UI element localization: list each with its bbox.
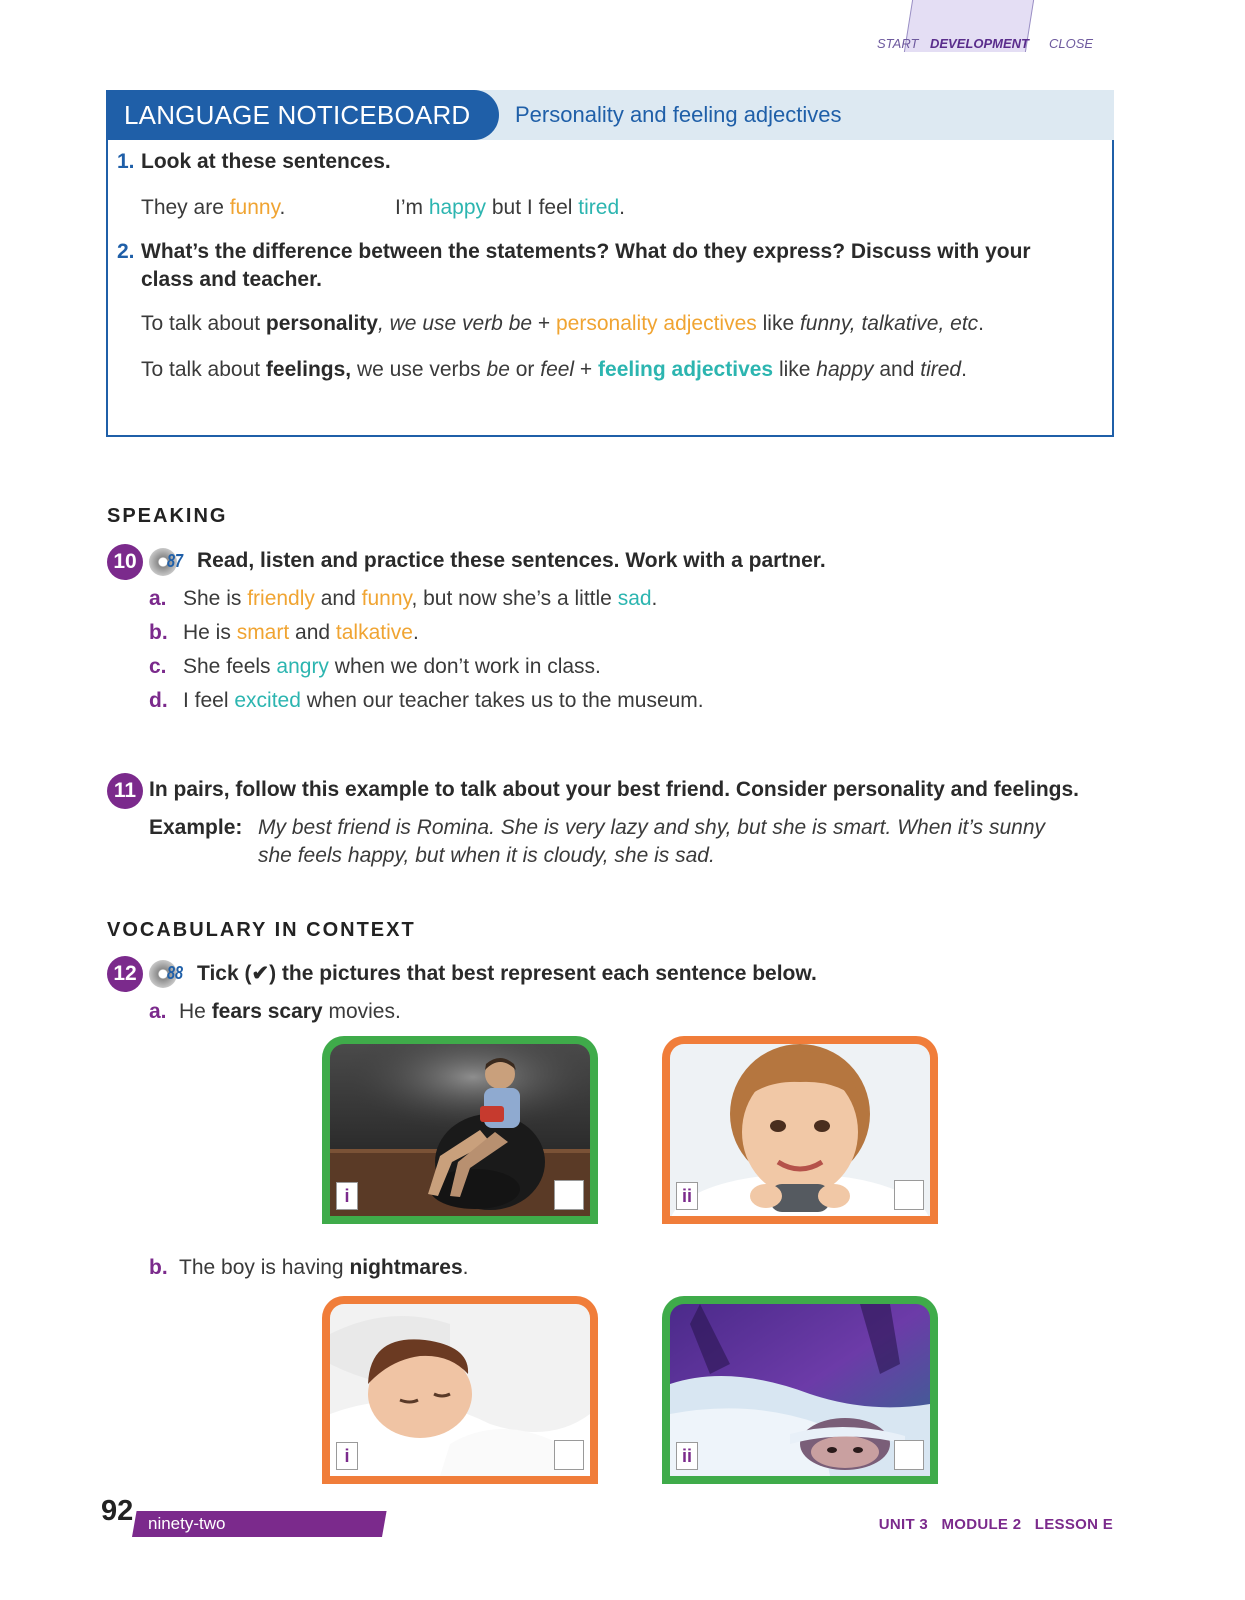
text-span: . xyxy=(978,312,985,335)
feeling-adjectives-term: feeling adjectives xyxy=(598,358,774,381)
noticeboard-subtitle: Personality and feeling adjectives xyxy=(515,102,842,127)
item-letter: a. xyxy=(149,587,167,610)
noticeboard-title: LANGUAGE NOTICEBOARD xyxy=(106,90,499,140)
example-words: funny, talkative, etc xyxy=(799,312,979,335)
stage-close: CLOSE xyxy=(1049,36,1094,51)
picture-card-a-ii xyxy=(662,1036,938,1224)
text-span: but I feel xyxy=(486,196,579,219)
item-letter: c. xyxy=(149,655,167,678)
picture-label: i xyxy=(336,1442,358,1470)
keyword: feelings, xyxy=(265,358,352,381)
verb: feel xyxy=(540,358,575,381)
question-text-line-2: class and teacher. xyxy=(141,268,322,291)
example-word: happy xyxy=(816,358,874,381)
text-span: To talk about xyxy=(141,358,266,381)
vocabulary-item-b xyxy=(149,1256,469,1280)
noticeboard-question-1 xyxy=(117,150,391,174)
text-span: and xyxy=(289,621,336,644)
text-span: They are xyxy=(141,196,230,219)
text-span: when we don’t work in class. xyxy=(328,655,601,678)
tick-checkbox[interactable] xyxy=(554,1180,584,1210)
feeling-adjective: happy xyxy=(428,196,487,219)
verb: be xyxy=(486,358,510,381)
vocabulary-item-a xyxy=(149,1000,401,1024)
photo-boy-sleeping-peacefully xyxy=(330,1304,590,1476)
item-letter: a. xyxy=(149,1000,167,1023)
page-number-words: ninety-two xyxy=(148,1514,226,1533)
feeling-adjective: sad xyxy=(617,587,652,610)
exercise-number-12: 12 xyxy=(107,956,143,992)
text-span: . xyxy=(961,358,967,381)
exercise-10-instruction: Read, listen and practice these sentences. Work with a partner. xyxy=(197,549,826,572)
exercise-number-11: 11 xyxy=(107,773,143,809)
keyword: personality xyxy=(265,312,378,335)
key-phrase: nightmares xyxy=(349,1256,463,1279)
exercise-number-10: 10 xyxy=(107,544,143,580)
example-text-line-2: she feels happy, but when it is cloudy, she is sad. xyxy=(258,844,715,867)
text-span: I feel xyxy=(183,689,235,712)
question-text: Look at these sentences. xyxy=(141,150,391,173)
noticeboard-question-2 xyxy=(117,240,1031,291)
personality-adjective: friendly xyxy=(247,587,315,610)
rule-personality xyxy=(141,312,984,336)
photo-child-nightmare xyxy=(670,1304,930,1476)
page-number: 92 xyxy=(101,1495,134,1527)
picture-card-b-ii xyxy=(662,1296,938,1484)
feeling-adjective: excited xyxy=(234,689,301,712)
text-span: movies. xyxy=(322,1000,401,1023)
text-span: . xyxy=(619,196,625,219)
item-text xyxy=(183,689,704,713)
audio-cd-icon[interactable] xyxy=(149,959,189,989)
text-span: . xyxy=(279,196,286,219)
key-phrase: fears scary xyxy=(211,1000,323,1023)
text-span: He xyxy=(179,1000,212,1023)
speaking-item-c xyxy=(149,655,601,679)
item-letter: b. xyxy=(149,621,168,644)
example-label: Example: xyxy=(149,816,243,839)
feeling-adjective: angry xyxy=(276,655,329,678)
item-text xyxy=(183,587,657,611)
feeling-adjective: tired xyxy=(578,196,620,219)
audio-cd-icon[interactable] xyxy=(149,547,189,577)
item-text xyxy=(183,621,419,645)
exercise-11-instruction: In pairs, follow this example to talk about your best friend. Consider personality and feelings. xyxy=(149,778,1079,801)
text-span: The boy is having xyxy=(179,1256,350,1279)
text-span: She feels xyxy=(183,655,277,678)
personality-adjective: talkative xyxy=(335,621,413,644)
verb: be xyxy=(508,312,533,335)
audio-track-number: 88 xyxy=(167,963,184,983)
picture-label: ii xyxy=(676,1182,698,1210)
personality-adjective: smart xyxy=(236,621,290,644)
item-letter: d. xyxy=(149,689,168,712)
text-span: or xyxy=(509,358,541,381)
example-sentence-2 xyxy=(395,196,625,220)
question-number: 2. xyxy=(117,240,135,263)
example-text-line-1: My best friend is Romina. She is very lazy and shy, but she is smart. When it’s sunny xyxy=(258,816,1046,839)
text-span: She is xyxy=(183,587,248,610)
text-span: and xyxy=(873,358,921,381)
text-span: He is xyxy=(183,621,237,644)
text-span: . xyxy=(651,587,658,610)
item-letter: b. xyxy=(149,1256,168,1279)
text-span: like xyxy=(756,312,800,335)
text-span: and xyxy=(314,587,362,610)
text-span: like xyxy=(773,358,817,381)
stage-start: START xyxy=(877,36,919,51)
text-span: + xyxy=(574,358,599,381)
text-span: . xyxy=(462,1256,469,1279)
picture-label: ii xyxy=(676,1442,698,1470)
photo-boy-scared-beanbag xyxy=(330,1044,590,1216)
question-text-line-1: What’s the difference between the statements? What do they express? Discuss with your xyxy=(141,240,1031,263)
item-text xyxy=(179,1256,468,1280)
boy-smiling-playing-game-image xyxy=(670,1044,930,1216)
tick-checkbox[interactable] xyxy=(894,1440,924,1470)
personality-adjectives-term: personality adjectives xyxy=(556,312,757,335)
rule-feelings xyxy=(141,358,967,382)
example-word: tired xyxy=(920,358,962,381)
stage-development: DEVELOPMENT xyxy=(930,36,1029,51)
text-span: + xyxy=(532,312,556,335)
personality-adjective: funny xyxy=(361,587,412,610)
child-having-nightmare-image xyxy=(670,1304,930,1476)
boy-sleeping-image xyxy=(330,1304,590,1476)
section-title-vocabulary: VOCABULARY IN CONTEXT xyxy=(107,919,416,941)
picture-card-a-i xyxy=(322,1036,598,1224)
text-span: , but now she’s a little xyxy=(411,587,618,610)
item-text xyxy=(183,655,601,679)
example-sentence-1 xyxy=(141,196,285,220)
boy-watching-scary-movie-image xyxy=(330,1044,590,1216)
section-title-speaking: SPEAKING xyxy=(107,505,228,527)
speaking-item-b xyxy=(149,621,419,645)
text-span: To talk about xyxy=(141,312,266,335)
text-span: . xyxy=(412,621,419,644)
question-number: 1. xyxy=(117,150,135,173)
text-span: I’m xyxy=(395,196,429,219)
picture-card-b-i xyxy=(322,1296,598,1484)
audio-track-number: 87 xyxy=(167,551,184,571)
text-span: when our teacher takes us to the museum. xyxy=(300,689,704,712)
text-span: , we use verb xyxy=(377,312,509,335)
speaking-item-a xyxy=(149,587,658,611)
tick-checkbox[interactable] xyxy=(554,1440,584,1470)
tick-checkbox[interactable] xyxy=(894,1180,924,1210)
personality-adjective: funny xyxy=(229,196,280,219)
exercise-12-instruction: Tick (✔) the pictures that best represent each sentence below. xyxy=(197,962,817,985)
picture-label: i xyxy=(336,1182,358,1210)
item-text xyxy=(179,1000,401,1024)
photo-boy-smiling-gaming xyxy=(670,1044,930,1216)
unit-module-lesson: UNIT 3 MODULE 2 LESSON E xyxy=(878,1516,1113,1533)
speaking-item-d xyxy=(149,689,704,713)
text-span: we use verbs xyxy=(351,358,487,381)
